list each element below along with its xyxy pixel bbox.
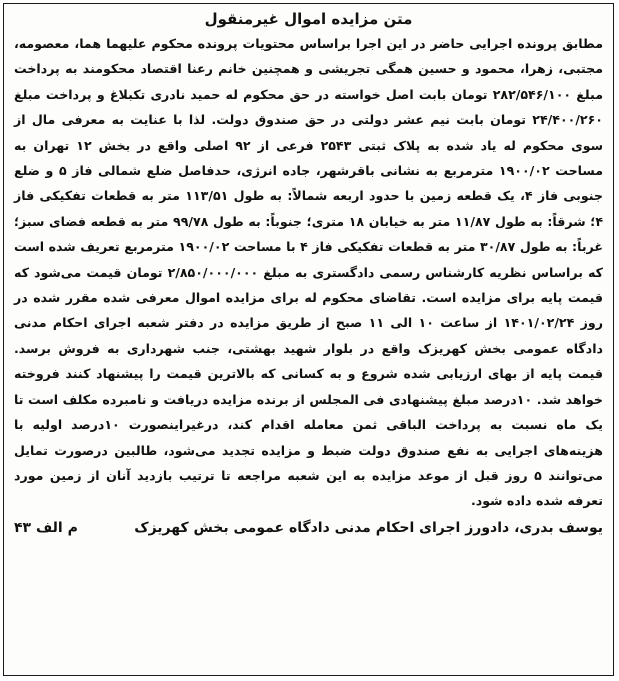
notice-paragraph-intro: مطابق پرونده اجرایی حاضر در این اجرا براساس محتویات پرونده محکوم علیهما هما، معصومه، مجتبی، زهرا، محمود و حسین همگی تجریشی و همچنین خانم رعنا اقتصاد محکومند به پرداخت مبلغ ۲۸۲/۵۴۶/۱۰۰ تومان بابت اصل خواسته در حق محکوم له حمید نادری تکبلاغ و پرداخت مبلغ ۲۴/۴۰۰/۲۶۰ تومان بابت نیم عشر دولتی در حق صندوق دولت. لذا با عنایت به معرفی مال از سوی محکوم له یاد شده به پلاک ثبتی ۲۵۴۳ فرعی از ۹۲ اصلی واقع در بخش ۱۲ تهران به مساحت ۱۹۰۰/۰۲ مترمربع به نشانی باقرشهر، جاده انرژی، حدفاصل ضلع شمالی فاز ۵ و ضلع جنوبی فاز ۴، یک قطعه زمین با حدود اربعه شمالاً: به طول ۱۱۳/۵۱ متر به قطعات تفکیکی فاز ۴؛ شرقاً: به طول ۱۱/۸۷ متر به خیابان ۱۸ متری؛ جنوباً: به طول ۹۹/۷۸ متر به قطعه فضای سبز؛ غرباً: به طول ۳۰/۸۷ متر به قطعات تفکیکی فاز ۴ با مساحت ۱۹۰۰/۰۲ مترمربع تعریف شده است که براساس نظریه کارشناس رسمی دادگستری به	[14, 36, 603, 280]
auction-notice	[3, 3, 614, 676]
reference-code: م الف ۴۳	[14, 519, 78, 536]
notice-body	[14, 31, 603, 514]
notice-footer	[14, 517, 603, 540]
notice-title: متن مزایده اموال غیرمنقول	[204, 10, 413, 28]
notice-paragraph-price-note: قیمت می‌شود که قیمت پایه برای مزایده است. تقاضای محکوم له برای مزایده اموال معرفی شده مقرر شده	[14, 264, 603, 306]
base-price: مبلغ ۲/۸۵۰/۰۰۰/۰۰۰ تومان	[126, 264, 290, 280]
notice-paragraph-terms: از طریق مزایده در دفتر شعبه اجرای احکام مدنی دادگاه عمومی بخش کهریزک واقع در بلوار شهید بهشتی، جنب شهرداری به فروش برسد. قیمت پایه از بهای ارزیابی شده شروع و به کسانی که بالاترین قیمت را پیشنهاد کنند فروخته خواهد شد. ۱۰درصد مبلغ پیشنهادی فی المجلس از برنده مزایده دریافت و نامبرده مکلف است تا یک ماه نسبت به پرداخت الباقی ثمن معامله اقدام کند، درغیراینصورت ۱۰درصد اولیه با هزینه‌های اجرایی به نفع صندوق دولت ضبط و مزایده تجدید می‌شود، طالبین درصورت تمایل می‌توانند ۵ روز قبل از موعد مزایده به این شعبه مراجعه تا ترتیب بازدید آنان از زمین مورد تعرفه شده داده شود.	[14, 315, 603, 509]
signer-line: یوسف بدری، دادورز اجرای احکام مدنی دادگاه عمومی بخش کهریزک	[134, 519, 603, 536]
auction-date: در روز ۱۴۰۱/۰۲/۲۴ از ساعت ۱۰ الی ۱۱ صبح	[14, 290, 603, 331]
